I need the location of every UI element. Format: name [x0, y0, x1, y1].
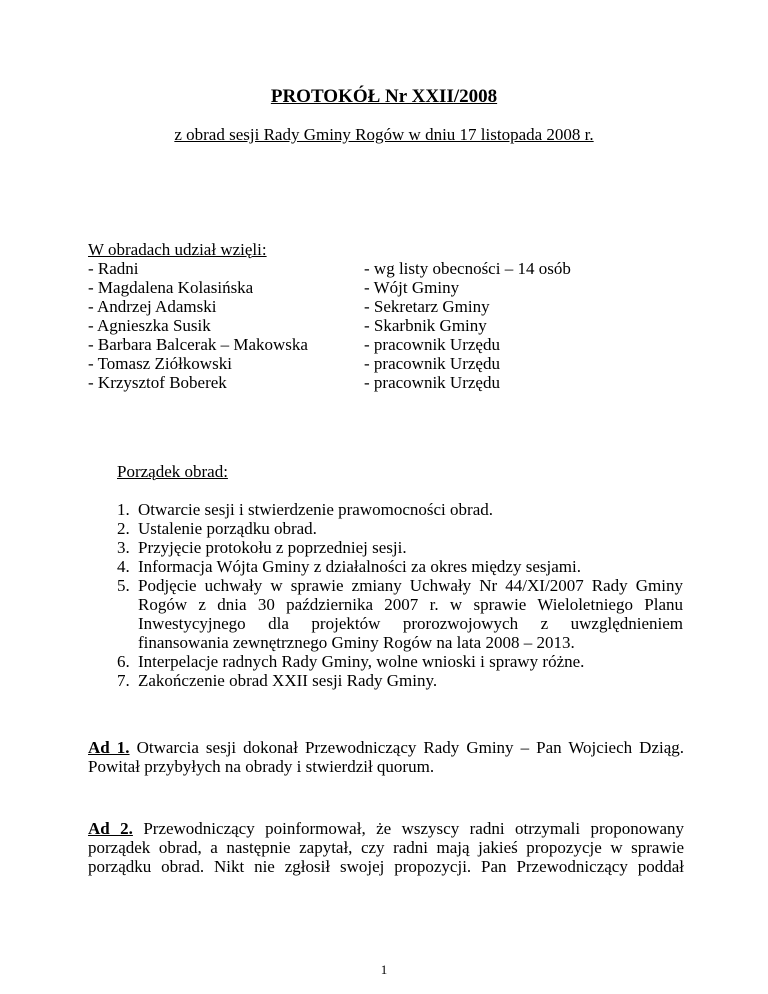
agenda-item — [117, 500, 683, 519]
agenda-item — [117, 557, 683, 576]
ad1-line-1 — [88, 738, 684, 757]
attendee-role: - wg listy obecności – 14 osób — [364, 259, 571, 278]
attendee-name: - Agnieszka Susik — [88, 316, 211, 335]
agenda-item — [117, 538, 683, 557]
attendance-roles — [364, 259, 571, 392]
ad2-text-1: Przewodniczący poinformował, że wszyscy radni otrzymali proponowany — [143, 819, 685, 838]
ad1-text-1: Otwarcia sesji dokonał Przewodniczący Rady Gminy – Pan Wojciech Dziąg. — [136, 738, 685, 757]
agenda-item-text: Podjęcie uchwały w sprawie zmiany Uchwały Nr 44/XI/2007 Rady Gminy Rogów z dnia 30 października 2007 r. w sprawie Wieloletniego Planu Inwestycyjnego dla projektów prorozwojowych z uwzględnieniem finansowania zewnętrznego Gminy Rogów na lata 2008 – 2013. — [138, 576, 683, 652]
ad1-label: Ad 1. — [88, 738, 130, 757]
attendee-name: - Krzysztof Boberek — [88, 373, 227, 392]
ad1-line-2: Powitał przybyłych na obrady i stwierdził quorum. — [88, 757, 435, 776]
attendee-role: - pracownik Urzędu — [364, 373, 500, 392]
document-subtitle: z obrad sesji Rady Gminy Rogów w dniu 17 listopada 2008 r. — [174, 125, 594, 144]
agenda-item-number: 1. — [117, 500, 130, 519]
page-number: 1 — [380, 962, 388, 977]
agenda-item-text: Interpelacje radnych Rady Gminy, wolne wnioski i sprawy różne. — [138, 652, 585, 671]
agenda-item-number: 5. — [117, 576, 130, 595]
agenda-list — [117, 500, 683, 690]
attendee-name: - Magdalena Kolasińska — [88, 278, 254, 297]
ad2-label: Ad 2. — [88, 819, 133, 838]
attendee-name: - Andrzej Adamski — [88, 297, 217, 316]
agenda-item-text: Przyjęcie protokołu z poprzedniej sesji. — [138, 538, 407, 557]
agenda-item — [117, 652, 683, 671]
agenda-item-text: Informacja Wójta Gminy z działalności za okres między sesjami. — [138, 557, 581, 576]
document-title: PROTOKÓŁ Nr XXII/2008 — [270, 86, 498, 107]
ad2-paragraph — [88, 819, 684, 876]
agenda-item-number: 2. — [117, 519, 130, 538]
ad1-paragraph — [88, 738, 684, 776]
attendee-role: - Skarbnik Gminy — [364, 316, 487, 335]
agenda-item — [117, 576, 683, 652]
agenda-item-text: Otwarcie sesji i stwierdzenie prawomocności obrad. — [138, 500, 493, 519]
attendee-role: - pracownik Urzędu — [364, 335, 500, 354]
attendee-role: - pracownik Urzędu — [364, 354, 500, 373]
attendee-name: - Radni — [88, 259, 139, 278]
ad2-line-1 — [88, 819, 684, 838]
agenda-item-number: 6. — [117, 652, 130, 671]
agenda-item-text: Zakończenie obrad XXII sesji Rady Gminy. — [138, 671, 438, 690]
agenda-item-number: 3. — [117, 538, 130, 557]
ad2-line-3: porządku obrad. Nikt nie zgłosił swojej propozycji. Pan Przewodniczący poddał — [88, 857, 684, 876]
ad2-line-2: porządek obrad, a następnie zapytał, czy radni mają jakieś propozycje w sprawie — [88, 838, 684, 857]
attendance-heading: W obradach udział wzięli: — [88, 240, 267, 259]
attendance-names — [88, 259, 308, 392]
attendee-role: - Wójt Gminy — [364, 278, 460, 297]
agenda-item-number: 4. — [117, 557, 130, 576]
agenda-item — [117, 519, 683, 538]
attendee-name: - Barbara Balcerak – Makowska — [88, 335, 308, 354]
attendee-name: - Tomasz Ziółkowski — [88, 354, 232, 373]
agenda-item-number: 7. — [117, 671, 130, 690]
agenda-item-text: Ustalenie porządku obrad. — [138, 519, 317, 538]
attendee-role: - Sekretarz Gminy — [364, 297, 490, 316]
agenda-heading: Porządek obrad: — [117, 462, 228, 481]
agenda-item — [117, 671, 683, 690]
